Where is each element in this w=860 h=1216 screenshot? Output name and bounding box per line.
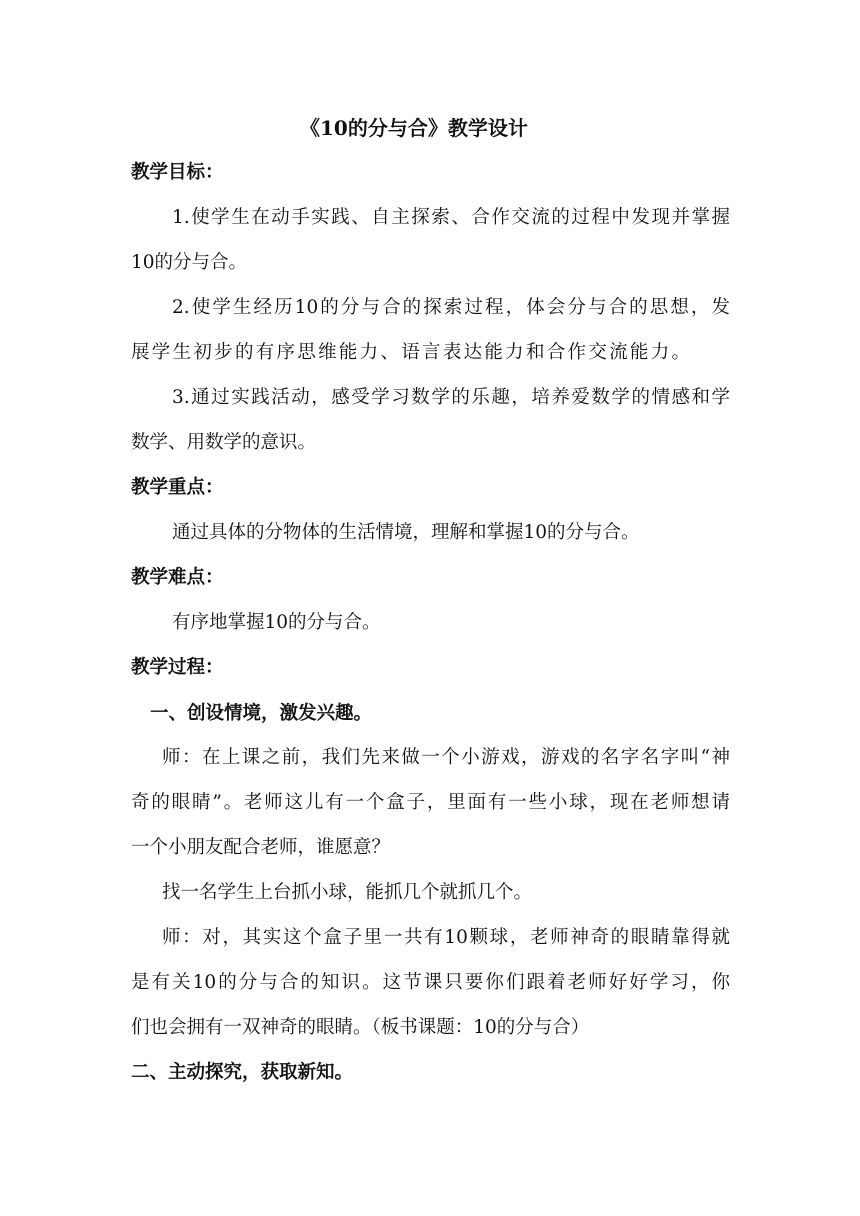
paragraph-3-line-1: 师：对，其实这个盒子里一共有10颗球，老师神奇的眼睛靠得就 bbox=[162, 927, 730, 948]
objective-1-line-1: 1.使学生在动手实践、自主探索、合作交流的过程中发现并掌握 bbox=[172, 207, 730, 228]
objective-2-line-1: 2.使学生经历10的分与合的探索过程，体会分与合的思想，发 bbox=[172, 297, 730, 318]
paragraph-3-line-2: 是有关10的分与合的知识。这节课只要你们跟着老师好好学习，你 bbox=[131, 972, 730, 993]
objective-2-line-2: 展学生初步的有序思维能力、语言表达能力和合作交流能力。 bbox=[131, 342, 690, 363]
difficulty-heading: 教学难点： bbox=[131, 567, 224, 588]
document-title: 《10的分与合》教学设计 bbox=[300, 116, 528, 140]
paragraph-3-line-3: 们也会拥有一双神奇的眼睛。（板书课题：10的分与合） bbox=[131, 1017, 590, 1038]
paragraph-1-line-3: 一个小朋友配合老师，谁愿意？ bbox=[131, 837, 391, 858]
key-points-heading: 教学重点： bbox=[131, 477, 224, 498]
objective-3-line-2: 数学、用数学的意识。 bbox=[131, 432, 317, 453]
process-heading: 教学过程： bbox=[131, 657, 224, 678]
section-2-heading: 二、主动探究，获取新知。 bbox=[131, 1062, 354, 1083]
section-1-heading: 一、创设情境，激发兴趣。 bbox=[150, 703, 373, 724]
difficulty-text: 有序地掌握10的分与合。 bbox=[172, 612, 381, 633]
paragraph-2: 找一名学生上台抓小球，能抓几个就抓几个。 bbox=[162, 882, 533, 903]
objectives-heading: 教学目标： bbox=[131, 162, 224, 183]
paragraph-1-line-1: 师：在上课之前，我们先来做一个小游戏，游戏的名字名字叫“神 bbox=[162, 747, 730, 768]
key-points-text: 通过具体的分物体的生活情境，理解和掌握10的分与合。 bbox=[172, 522, 640, 543]
objective-1-line-2: 10的分与合。 bbox=[131, 252, 248, 273]
paragraph-1-line-2: 奇的眼睛”。老师这儿有一个盒子，里面有一些小球，现在老师想请 bbox=[131, 792, 730, 813]
objective-3-line-1: 3.通过实践活动，感受学习数学的乐趣，培养爱数学的情感和学 bbox=[172, 387, 730, 408]
